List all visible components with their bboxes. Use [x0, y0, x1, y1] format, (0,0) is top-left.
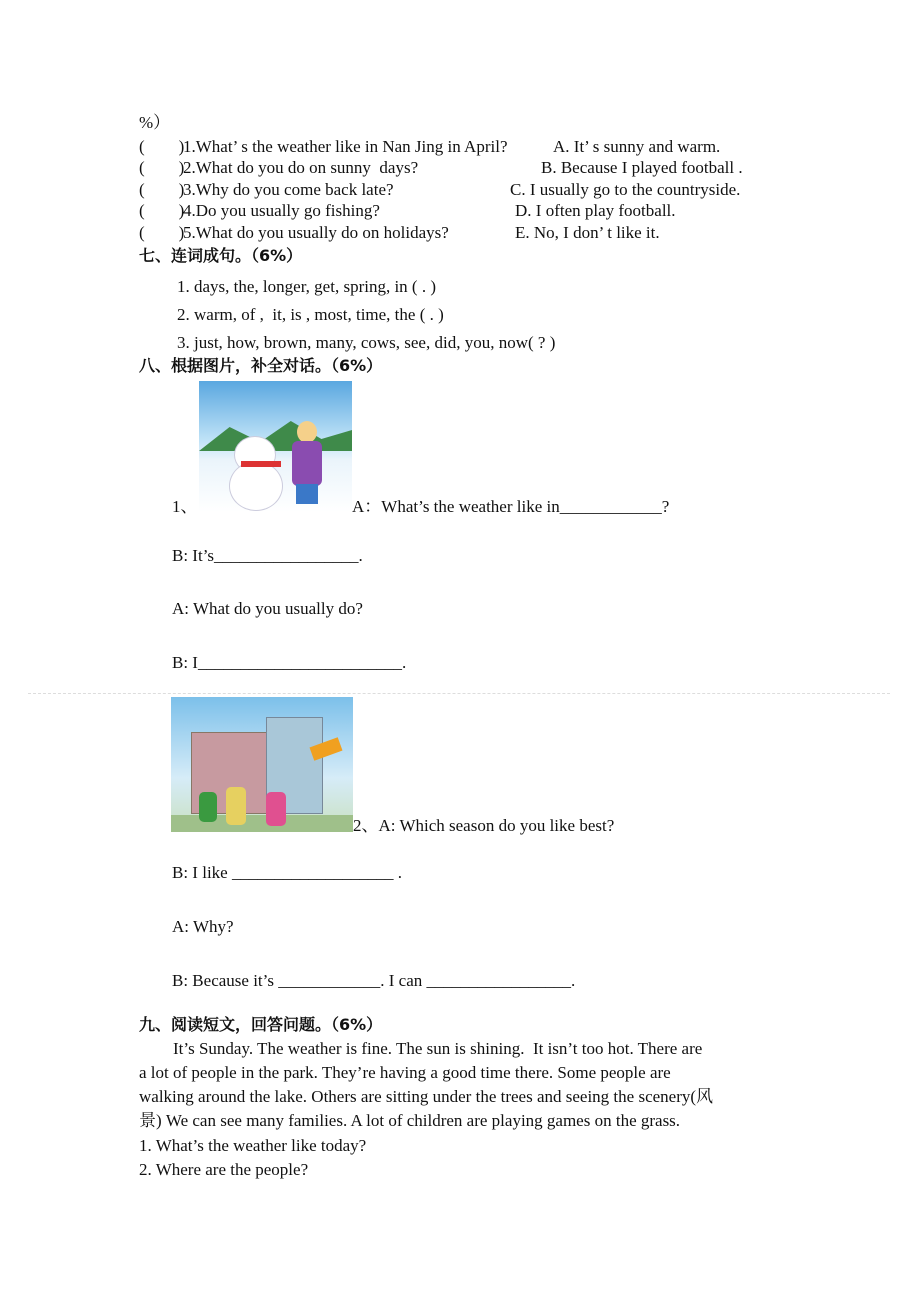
dialog-1-number: 1、 [172, 497, 198, 516]
dialog-line: A: What do you usually do? [172, 599, 363, 618]
reading-question: 1. What’s the weather like today? [139, 1136, 367, 1155]
match-answer: D. I often play football. [515, 201, 676, 220]
reading-question: 2. Where are the people? [139, 1160, 309, 1179]
word-order-item: 3. just, how, brown, many, cows, see, did, you, now( ? ) [177, 333, 556, 352]
match-question: 4.Do you usually go fishing? [183, 201, 380, 220]
match-question: 3.Why do you come back late? [183, 180, 394, 199]
word-order-item: 2. warm, of , it, is , most, time, the ( . ) [177, 305, 444, 324]
match-answer: E. No, I don’ t like it. [515, 223, 660, 242]
match-question: 5.What do you usually do on holidays? [183, 223, 449, 242]
winter-snowman-image [199, 381, 352, 512]
section-7-title: 七、连词成句。（6%） [139, 246, 303, 265]
passage-line: 景) We can see many families. A lot of children are playing games on the grass. [139, 1111, 681, 1130]
passage-line: walking around the lake. Others are sitting under the trees and seeing the scenery(风 [139, 1087, 714, 1106]
match-blank: ( ) [139, 158, 185, 177]
match-blank: ( ) [139, 201, 185, 220]
match-blank: ( ) [139, 223, 185, 242]
section-8-title: 八、根据图片，补全对话。（6%） [139, 356, 383, 375]
dialog-line: 2、A: Which season do you like best? [353, 816, 615, 835]
match-blank: ( ) [139, 180, 185, 199]
passage-line: a lot of people in the park. They’re having a good time there. Some people are [139, 1063, 671, 1082]
passage-line: It’s Sunday. The weather is fine. The sun is shining. It isn’t too hot. There are [139, 1039, 703, 1058]
page-divider [28, 693, 890, 694]
match-answer: C. I usually go to the countryside. [510, 180, 741, 199]
dialog-line: B: I like ___________________ . [172, 863, 402, 882]
dialog-line: B: Because it’s ____________. I can _________________. [172, 971, 576, 990]
dialog-line: B: I________________________. [172, 653, 407, 672]
dialog-line: B: It’s_________________. [172, 546, 363, 565]
match-question: 1.What’ s the weather like in Nan Jing in April? [183, 137, 508, 156]
match-question: 2.What do you do on sunny days? [183, 158, 419, 177]
spring-children-image [171, 697, 353, 832]
fragment: %） [139, 113, 171, 132]
dialog-line: A：What’s the weather like in____________? [352, 497, 670, 516]
dialog-line: A: Why? [172, 917, 234, 936]
match-blank: ( ) [139, 137, 185, 156]
match-answer: B. Because I played football . [541, 158, 743, 177]
word-order-item: 1. days, the, longer, get, spring, in ( . ) [177, 277, 436, 296]
match-answer: A. It’ s sunny and warm. [553, 137, 721, 156]
section-9-title: 九、阅读短文，回答问题。（6%） [139, 1015, 383, 1034]
